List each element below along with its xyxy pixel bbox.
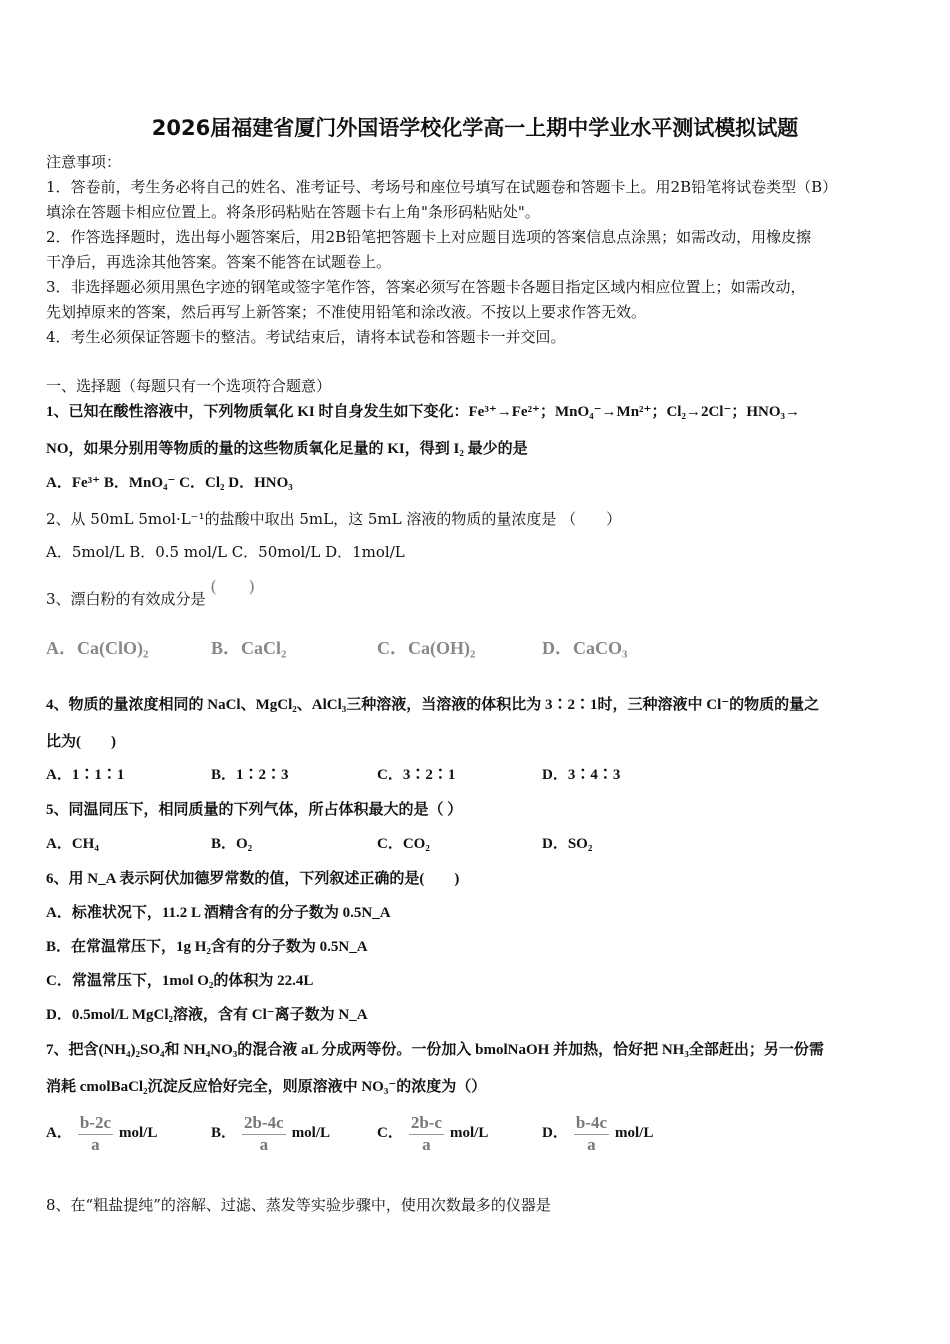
q4-option-b: B．1∶2∶3 bbox=[211, 767, 289, 783]
notice-heading: 注意事项： bbox=[46, 153, 122, 171]
notice-item: 3．非选择题必须用黑色字迹的钢笔或签字笔作答，答案必须写在答题卡各题目指定区域内相应位置上；如需改动， bbox=[46, 278, 806, 296]
notice-item: 干净后，再选涂其他答案。答案不能答在试题卷上。 bbox=[46, 253, 392, 271]
q6-option-a: A．标准状况下，11.2 L 酒精含有的分子数为 0.5N_A bbox=[46, 905, 391, 921]
notice-item: 4．考生必须保证答题卡的整洁。考试结束后，请将本试卷和答题卡一并交回。 bbox=[46, 328, 566, 346]
q3-option-d: D．CaCO₃ bbox=[542, 638, 628, 658]
q3-option-a: A．Ca(ClO)₂ bbox=[46, 638, 149, 658]
notice-item: 1．答卷前，考生务必将自己的姓名、准考证号、考场号和座位号填写在试题卷和答题卡上。用2B铅笔将试卷类型（B） bbox=[46, 178, 838, 196]
q7-stem-line1: 7、把含(NH₄)₂SO₄和 NH₄NO₃的混合液 aL 分成两等份。一份加入 bmolNaOH 并加热，恰好把 NH₃全部赶出；另一份需 bbox=[46, 1042, 824, 1058]
q1-options: A．Fe³⁺ B．MnO₄⁻ C．Cl₂ D．HNO₃ bbox=[46, 475, 293, 491]
q1-stem-line1: 1、已知在酸性溶液中，下列物质氧化 KI 时自身发生如下变化：Fe³⁺→Fe²⁺；MnO₄⁻→Mn²⁺；Cl₂→2Cl⁻；HNO₃→ bbox=[46, 404, 801, 420]
q7-option-d: D． $\frac{b-4c}{a}$ mol/L bbox=[542, 1113, 654, 1154]
q5-option-a: A．CH₄ bbox=[46, 836, 99, 852]
q3-stem-text: 3、漂白粉的有效成分是 bbox=[46, 590, 206, 608]
q7-option-b: B． $\frac{2b-4c}{a}$ mol/L bbox=[211, 1113, 331, 1154]
q6-stem: 6、用 N_A 表示阿伏加德罗常数的值，下列叙述正确的是( ) bbox=[46, 871, 460, 887]
q4-option-a: A．1∶1∶1 bbox=[46, 767, 125, 783]
notice-item: 填涂在答题卡相应位置上。将条形码粘贴在答题卡右上角"条形码粘贴处"。 bbox=[46, 203, 540, 221]
q1-stem-line2: NO，如果分别用等物质的量的这些物质氧化足量的 KI，得到 I₂ 最少的是 bbox=[46, 441, 528, 457]
q6-option-b: B．在常温常压下，1g H₂含有的分子数为 0.5N_A bbox=[46, 939, 368, 955]
q2-stem: 2、从 50mL 5mol·L⁻¹的盐酸中取出 5mL，这 5mL 溶液的物质的量浓度是 （ ） bbox=[46, 510, 622, 528]
q7-stem-line2: 消耗 cmolBaCl₂沉淀反应恰好完全，则原溶液中 NO₃⁻的浓度为（） bbox=[46, 1079, 487, 1095]
q7-option-c: C． $\frac{2b-c}{a}$ mol/L bbox=[377, 1113, 489, 1154]
q3-stem bbox=[46, 577, 255, 609]
section-heading: 一、选择题（每题只有一个选项符合题意） bbox=[46, 377, 332, 395]
q4-option-c: C．3∶2∶1 bbox=[377, 767, 456, 783]
q6-option-c: C．常温常压下，1mol O₂的体积为 22.4L bbox=[46, 973, 314, 989]
q3-option-c: C．Ca(OH)₂ bbox=[377, 638, 476, 658]
page-title: 2026届福建省厦门外国语学校化学高一上期中学业水平测试模拟试题 bbox=[151, 116, 799, 140]
q3-paren: ( ) bbox=[210, 577, 255, 596]
q2-options: A．5mol/L B．0.5 mol/L C．50mol/L D．1mol/L bbox=[46, 543, 405, 561]
q5-option-c: C．CO₂ bbox=[377, 836, 430, 852]
q7-option-a: A． $\frac{b-2c}{a}$ mol/L bbox=[46, 1113, 158, 1154]
q4-option-d: D．3∶4∶3 bbox=[542, 767, 621, 783]
q8-stem: 8、在“粗盐提纯”的溶解、过滤、蒸发等实验步骤中，使用次数最多的仪器是 bbox=[46, 1196, 551, 1214]
notice-item: 2．作答选择题时，选出每小题答案后，用2B铅笔把答题卡上对应题目选项的答案信息点涂黑；如需改动，用橡皮擦 bbox=[46, 228, 812, 246]
q5-option-b: B．O₂ bbox=[211, 836, 253, 852]
q3-option-b: B．CaCl₂ bbox=[211, 638, 287, 658]
q6-option-d: D．0.5mol/L MgCl₂溶液，含有 Cl⁻离子数为 N_A bbox=[46, 1007, 368, 1023]
q5-option-d: D．SO₂ bbox=[542, 836, 593, 852]
notice-item: 先划掉原来的答案，然后再写上新答案；不准使用铅笔和涂改液。不按以上要求作答无效。 bbox=[46, 303, 647, 321]
q4-stem-line2: 比为( ) bbox=[46, 734, 116, 750]
q4-stem-line1: 4、物质的量浓度相同的 NaCl、MgCl₂、AlCl₃三种溶液，当溶液的体积比为 3∶2∶1时，三种溶液中 Cl⁻的物质的量之 bbox=[46, 697, 820, 713]
q5-stem: 5、同温同压下，相同质量的下列气体，所占体积最大的是（ ） bbox=[46, 802, 463, 818]
